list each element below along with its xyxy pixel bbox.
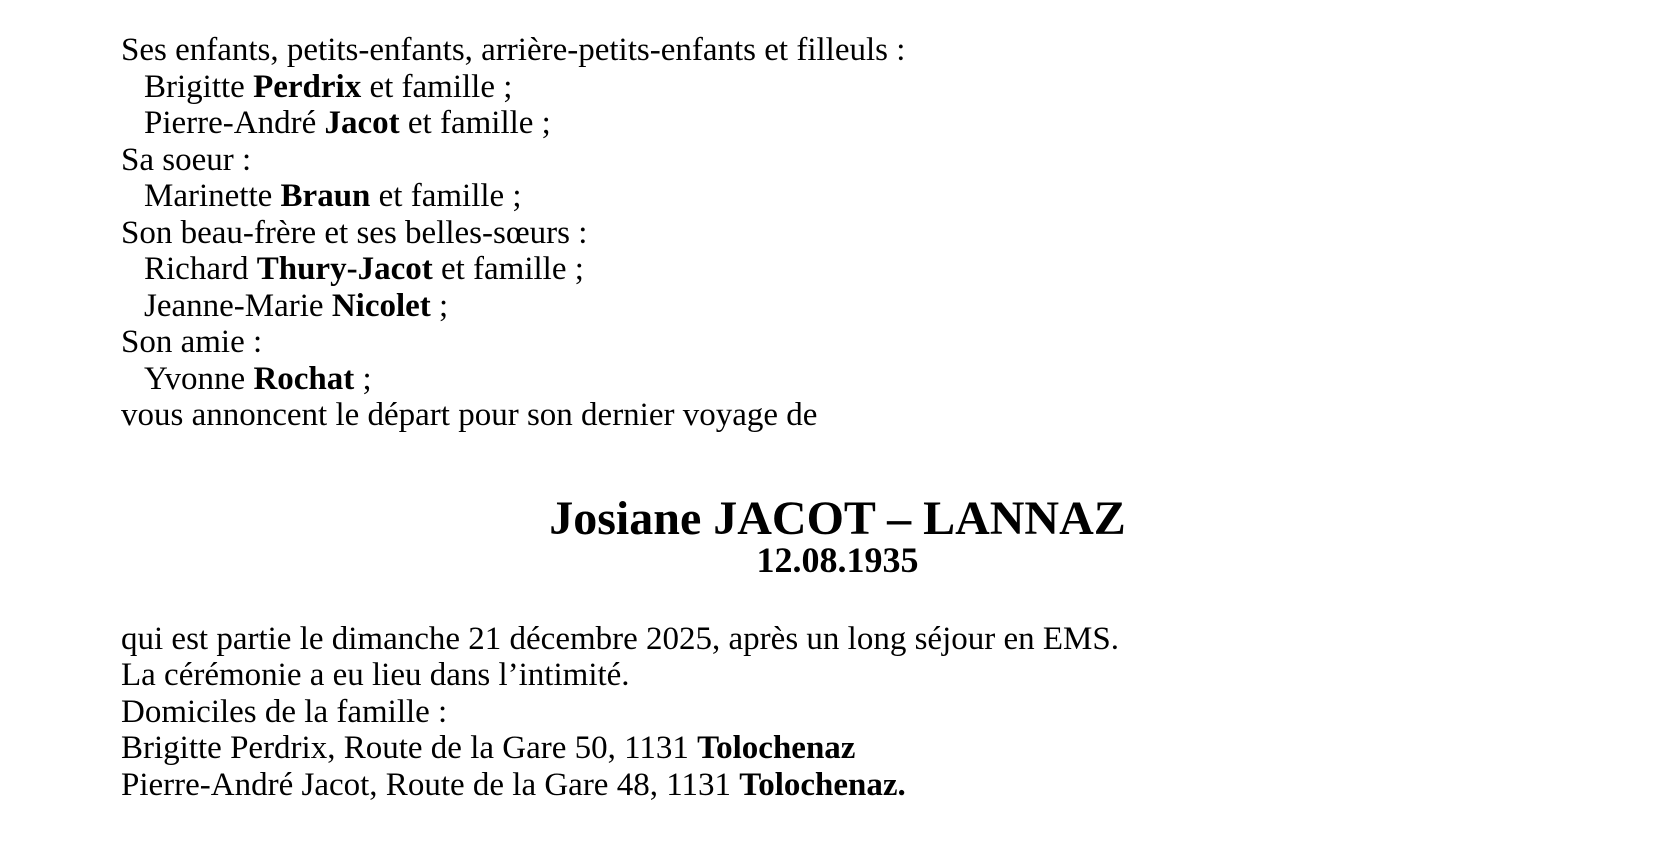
text-segment: La cérémonie a eu lieu dans l’intimité. [121,657,630,693]
text-line [121,105,1554,142]
family-name-bold: Perdrix [253,68,362,105]
text-segment: et famille ; [399,105,551,141]
text-segment: ; [430,287,449,324]
text-segment: et famille ; [432,251,584,287]
text-line [121,215,1554,252]
announcement-details [121,621,1554,804]
text-segment: Sa soeur : [121,141,252,178]
text-line [121,694,1554,731]
deceased-name: Josiane JACOT – LANNAZ [549,491,1126,545]
relatives-list [121,32,1554,434]
text-line [121,657,1554,694]
text-line [121,32,1554,69]
text-segment: Ses enfants, petits-enfants, arrière-petits-enfants et filleuls : [121,32,906,68]
text-segment: et famille ; [361,68,513,105]
text-segment: qui est partie le dimanche 21 décembre 2025, après un long séjour en EMS. [121,620,1119,657]
text-segment: Yvonne [144,360,254,397]
text-segment: Brigitte [144,68,254,105]
family-name-bold: Thury-Jacot [256,251,433,287]
family-name-bold: Braun [280,178,371,214]
text-segment: Son beau-frère et ses belles-sœurs : [121,214,588,251]
text-segment: Richard [144,251,257,287]
text-line [121,767,1554,804]
text-line [121,288,1554,325]
text-line [121,69,1554,106]
text-segment: vous annoncent le départ pour son dernier voyage de [121,397,818,433]
text-segment: et famille ; [370,178,522,214]
text-segment: Domiciles de la famille : [121,693,448,730]
text-segment: Son amie : [121,324,263,360]
text-line [121,397,1554,434]
family-name-bold: Tolochenaz. [739,766,906,803]
text-line [121,142,1554,179]
text-line [121,251,1554,288]
text-line [121,730,1554,767]
family-name-bold: Nicolet [331,287,431,324]
text-segment: Jeanne-Marie [144,287,332,324]
birth-date: 12.08.1935 [756,539,919,580]
text-segment: Marinette [144,178,281,214]
text-line [121,324,1554,361]
text-line [121,178,1554,215]
text-line [121,621,1554,658]
text-segment: Brigitte Perdrix, Route de la Gare 50, 1131 [121,730,698,766]
text-line [121,361,1554,398]
family-name-bold: Jacot [324,105,400,141]
text-segment: ; [354,360,372,397]
family-name-bold: Rochat [253,360,355,397]
text-segment: Pierre-André Jacot, Route de la Gare 48, 1131 [121,766,740,803]
family-name-bold: Tolochenaz [697,730,856,766]
text-segment: Pierre-André [144,105,325,141]
